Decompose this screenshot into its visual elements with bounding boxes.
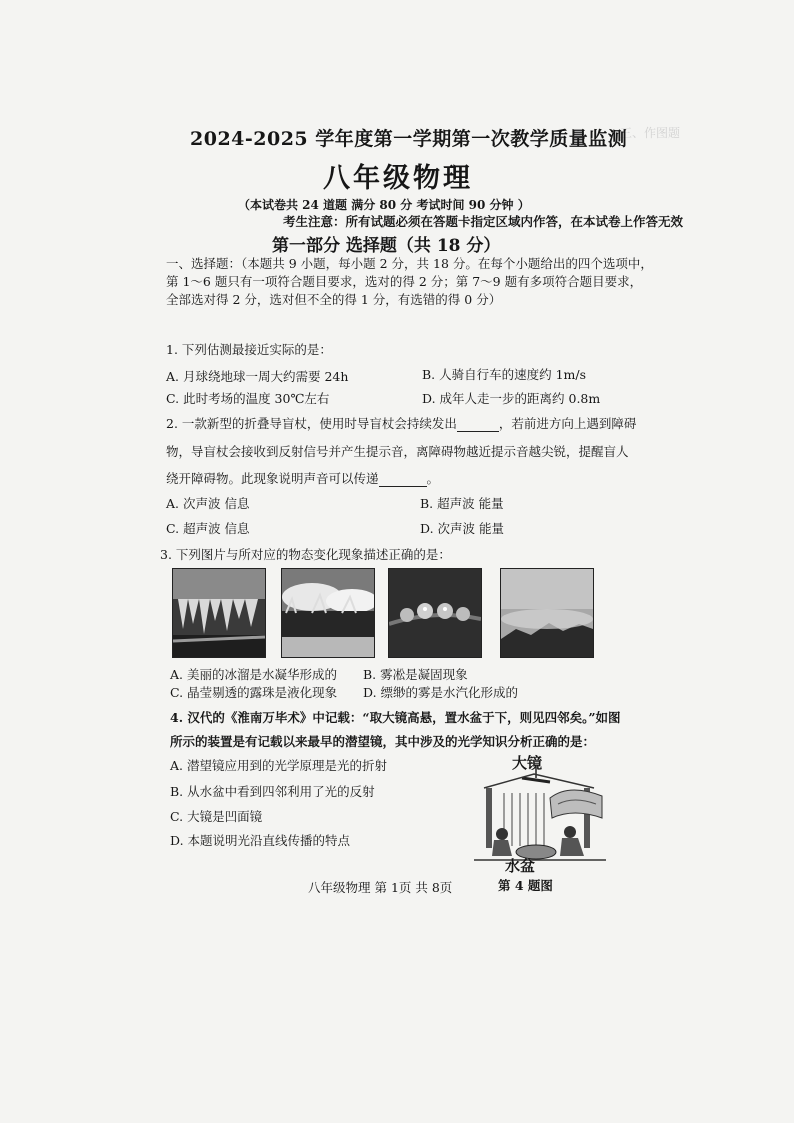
periscope-figure [474, 748, 606, 878]
question-1-stem: 1. 下列估测最接近实际的是： [166, 342, 332, 357]
question-1-option-d: D. 成年人走一步的距离约 0.8m [422, 391, 601, 406]
question-2-option-b: B. 超声波 能量 [420, 496, 504, 511]
bleed-through-mark [150, 196, 154, 210]
question-1-option-a: A. 月球绕地球一周大约需要 24h [166, 369, 349, 384]
section-intro-line: 第 1～6 题只有一项符合题目要求，选对的得 2 分；第 7～9 题有多项符合题目要求， [166, 274, 643, 289]
question-2-text: 绕开障碍物。此现象说明声音可以传递 [166, 471, 379, 486]
bleed-through-mark: 三、作图题 [620, 126, 681, 140]
question-1-option-b: B. 人骑自行车的速度约 1m/s [422, 367, 587, 382]
bleed-through-mark [600, 364, 604, 378]
question-2-line [166, 414, 636, 432]
exam-notice: 考生注意：所有试题必须在答题卡指定区域内作答，在本试卷上作答无效 [283, 214, 684, 229]
figure-label-basin: 水盆 [505, 857, 536, 875]
section-intro-line: 一、选择题：（本题共 9 小题，每小题 2 分，共 18 分。在每个小题给出的四个选项中， [166, 256, 653, 271]
dew-photo [388, 568, 482, 658]
question-4-line: 所示的装置是有记载以来最早的潜望镜，其中涉及的光学知识分析正确的是： [170, 734, 596, 749]
answer-blank [457, 416, 499, 432]
question-3-stem: 3. 下列图片与所对应的物态变化现象描述正确的是： [160, 547, 451, 562]
section-title: 第一部分 选择题（共 18 分） [272, 236, 501, 256]
answer-blank [379, 471, 427, 487]
subject-title: 八年级物理 [323, 163, 473, 194]
page-footer: 八年级物理 第 1页 共 8页 [308, 880, 453, 895]
question-4-option-a: A. 潜望镜应用到的光学原理是光的折射 [170, 758, 387, 773]
question-2-text: 。 [426, 471, 440, 486]
question-3-option-c: C. 晶莹剔透的露珠是液化现象 [170, 685, 338, 700]
question-3-option-d: D. 缥缈的雾是水汽化形成的 [363, 685, 519, 700]
question-2-option-c: C. 超声波 信息 [166, 521, 250, 536]
exam-info: （本试卷共 24 道题 满分 80 分 考试时间 90 分钟 ） [238, 198, 530, 212]
question-3-option-a: A. 美丽的冰溜是水凝华形成的 [170, 667, 337, 682]
question-2-text: ，若前进方向上遇到障碍 [498, 416, 637, 431]
question-2-option-a: A. 次声波 信息 [166, 496, 250, 511]
section-intro-line: 全部选对得 2 分，选对但不全的得 1 分，有选错的得 0 分） [166, 292, 502, 307]
question-4-option-d: D. 本题说明光沿直线传播的特点 [170, 833, 351, 848]
question-3-option-b: B. 雾凇是凝固现象 [363, 667, 468, 682]
question-2-line [166, 469, 439, 487]
question-2-option-d: D. 次声波 能量 [420, 521, 504, 536]
fog-photo [500, 568, 594, 658]
rime-photo [281, 568, 375, 658]
question-4-option-c: C. 大镜是凹面镜 [170, 809, 263, 824]
question-4-option-b: B. 从水盆中看到四邻利用了光的反射 [170, 784, 375, 799]
question-2-line: 物，导盲杖会接收到反射信号并产生提示音，离障碍物越近提示音越尖锐，提醒盲人 [166, 444, 629, 459]
figure-label-mirror: 大镜 [512, 754, 543, 772]
question-4-line: 4. 汉代的《淮南万毕术》中记载：“取大镜高悬，置水盆于下，则见四邻矣。”如图 [170, 710, 621, 725]
question-1-option-c: C. 此时考场的温度 30℃左右 [166, 391, 330, 406]
icicle-photo [172, 568, 266, 658]
question-2-text: 2. 一款新型的折叠导盲杖，使用时导盲杖会持续发出 [166, 416, 457, 431]
figure-caption: 第 4 题图 [498, 878, 553, 893]
exam-title: 2024-2025 学年度第一学期第一次教学质量监测 [190, 128, 628, 150]
